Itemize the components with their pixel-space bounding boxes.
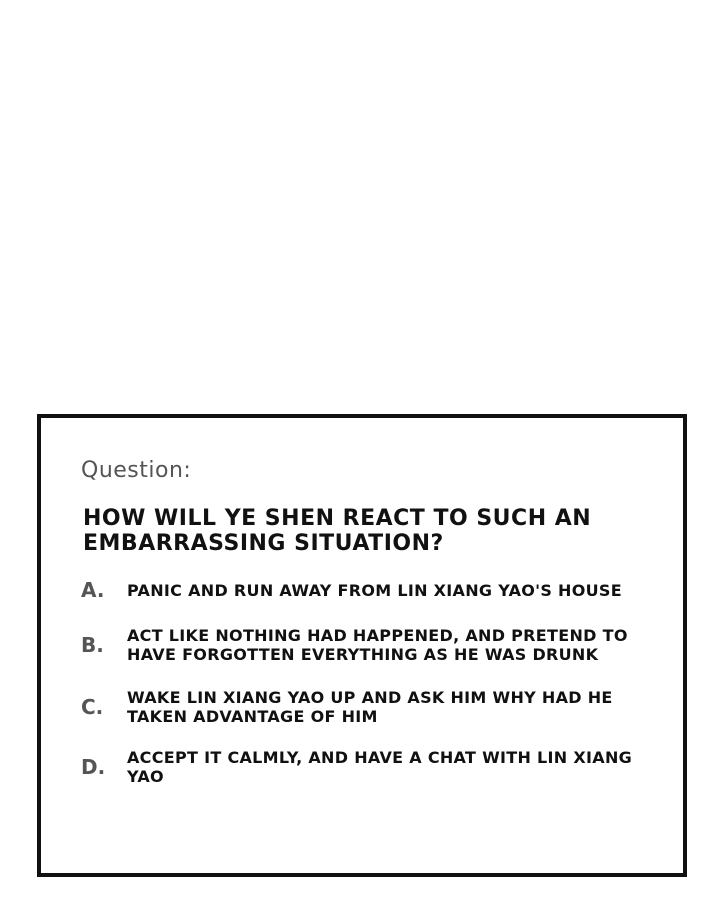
option-a <box>81 578 671 602</box>
option-letter: B. <box>81 633 104 657</box>
option-text: ACCEPT IT CALMLY, AND HAVE A CHAT WITH LIN XIANG YAO <box>127 748 633 786</box>
option-letter: D. <box>81 755 106 779</box>
option-b <box>81 626 671 664</box>
quiz-box <box>37 414 687 877</box>
option-letter: A. <box>81 578 105 602</box>
option-d <box>81 748 671 786</box>
question-text: HOW WILL YE SHEN REACT TO SUCH AN EMBARRASSING SITUATION? <box>83 506 592 556</box>
option-text: ACT LIKE NOTHING HAD HAPPENED, AND PRETEND TO HAVE FORGOTTEN EVERYTHING AS HE WAS DRUNK <box>127 626 628 664</box>
option-c <box>81 688 671 726</box>
option-text: WAKE LIN XIANG YAO UP AND ASK HIM WHY HAD HE TAKEN ADVANTAGE OF HIM <box>127 688 613 726</box>
option-letter: C. <box>81 695 104 719</box>
option-text: PANIC AND RUN AWAY FROM LIN XIANG YAO'S HOUSE <box>127 580 622 600</box>
question-heading: Question: <box>81 458 192 483</box>
